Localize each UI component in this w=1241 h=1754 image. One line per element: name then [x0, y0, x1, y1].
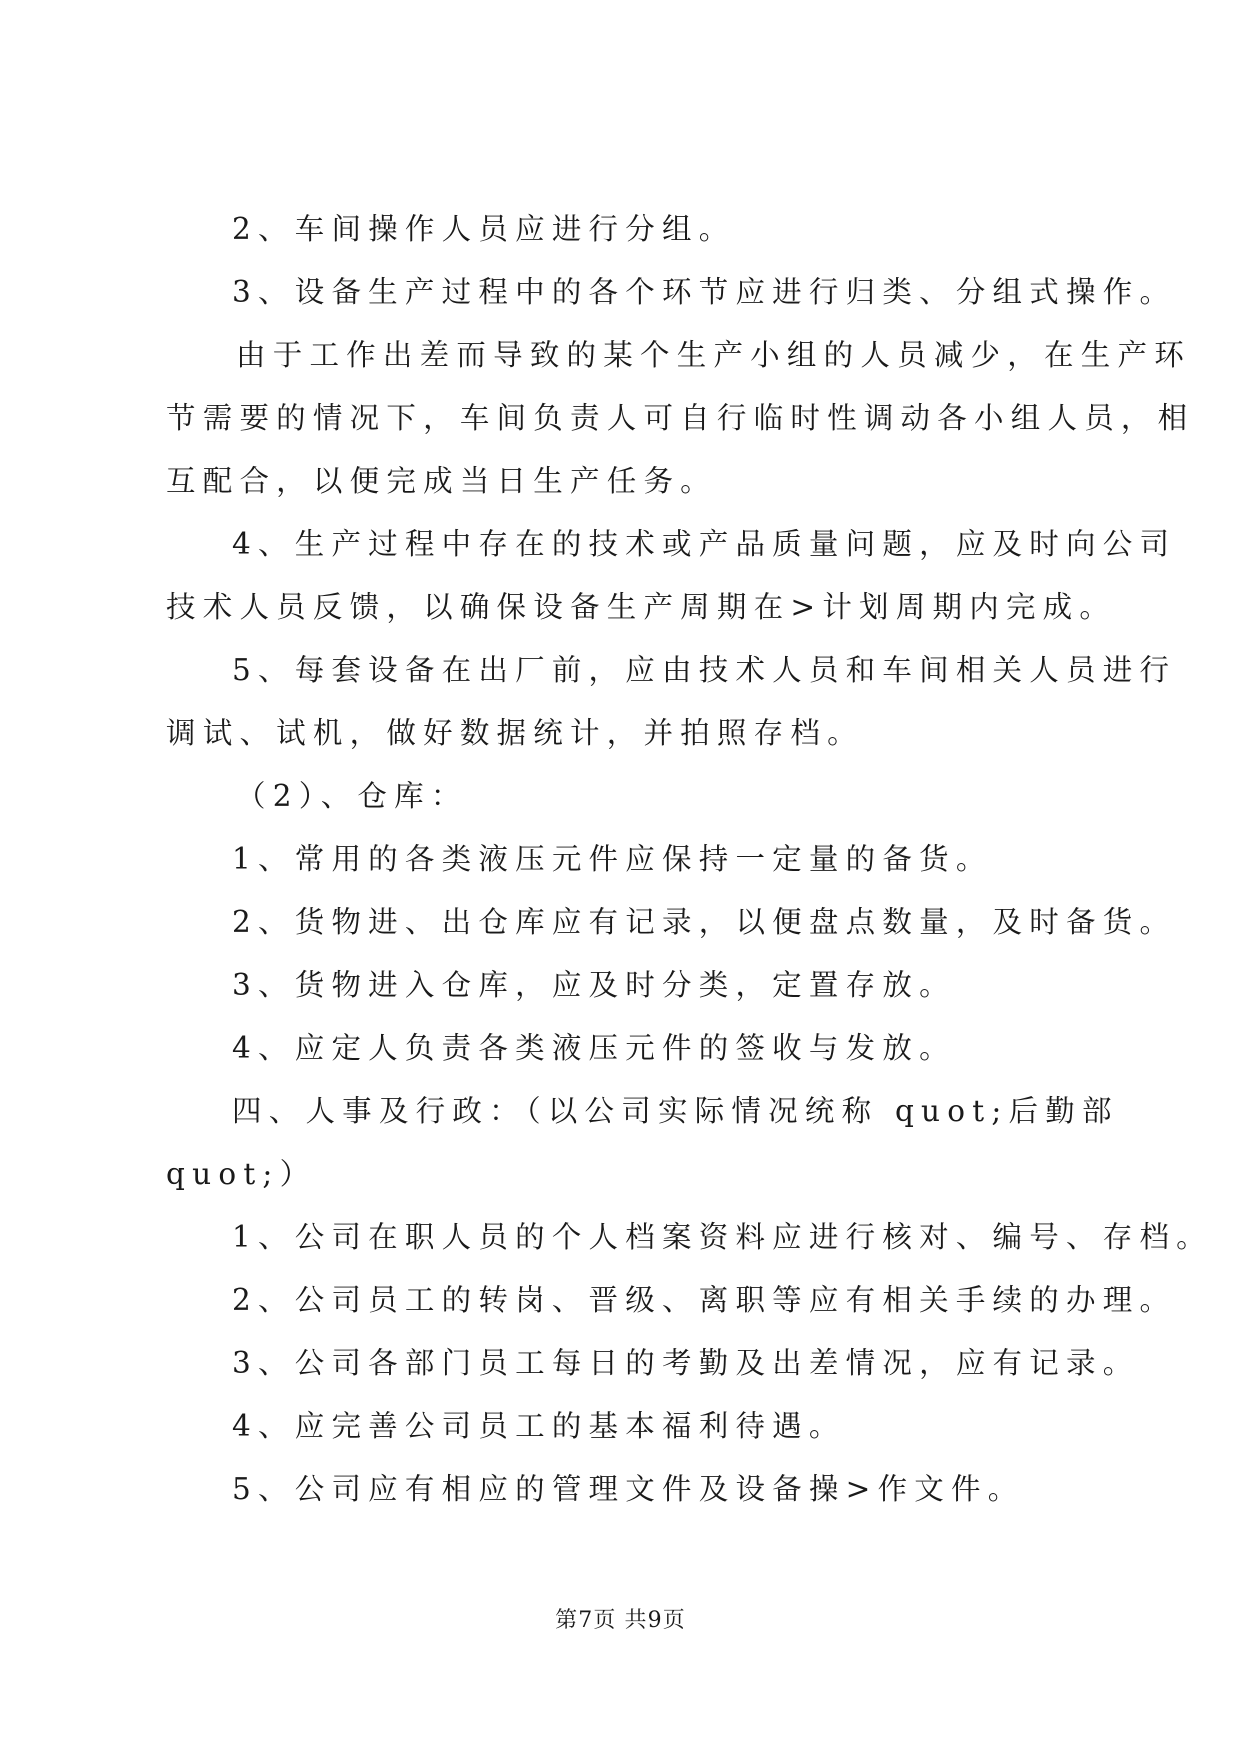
staffing-paragraph-line-3: 互配合，以便完成当日生产任务。 — [166, 464, 717, 498]
hr-rule-2: 2、公司员工的转岗、晋级、离职等应有相关手续的办理。 — [232, 1283, 1177, 1317]
workshop-rule-3: 3、设备生产过程中的各个环节应进行归类、分组式操作。 — [232, 275, 1177, 309]
workshop-rule-4-line-2: 技术人员反馈，以确保设备生产周期在>计划周期内完成。 — [166, 590, 1117, 624]
hr-admin-heading-line-2: quot;） — [166, 1157, 317, 1191]
workshop-rule-5-line-2: 调试、试机，做好数据统计，并拍照存档。 — [166, 716, 864, 750]
warehouse-heading: （2）、仓库： — [236, 779, 468, 813]
page-number-footer: 第7页 共9页 — [555, 1608, 686, 1633]
warehouse-rule-4: 4、应定人负责各类液压元件的签收与发放。 — [232, 1031, 956, 1065]
warehouse-rule-1: 1、常用的各类液压元件应保持一定量的备货。 — [232, 842, 993, 876]
workshop-rule-4-line-1: 4、生产过程中存在的技术或产品质量问题，应及时向公司 — [232, 527, 1177, 561]
hr-rule-4: 4、应完善公司员工的基本福利待遇。 — [232, 1409, 846, 1443]
staffing-paragraph-line-1: 由于工作出差而导致的某个生产小组的人员减少，在生产环 — [236, 338, 1191, 372]
hr-admin-heading-line-1: 四、人事及行政：（以公司实际情况统称 quot;后勤部 — [232, 1094, 1119, 1128]
workshop-rule-5-line-1: 5、每套设备在出厂前，应由技术人员和车间相关人员进行 — [232, 653, 1177, 687]
hr-rule-1: 1、公司在职人员的个人档案资料应进行核对、编号、存档。 — [232, 1220, 1213, 1254]
workshop-rule-2: 2、车间操作人员应进行分组。 — [232, 212, 736, 246]
hr-rule-5: 5、公司应有相应的管理文件及设备操>作文件。 — [232, 1472, 1025, 1506]
staffing-paragraph-line-2: 节需要的情况下，车间负责人可自行临时性调动各小组人员，相 — [166, 401, 1195, 435]
hr-rule-3: 3、公司各部门员工每日的考勤及出差情况，应有记录。 — [232, 1346, 1140, 1380]
warehouse-rule-2: 2、货物进、出仓库应有记录，以便盘点数量，及时备货。 — [232, 905, 1177, 939]
document-body — [166, 198, 1213, 1521]
warehouse-rule-3: 3、货物进入仓库，应及时分类，定置存放。 — [232, 968, 956, 1002]
